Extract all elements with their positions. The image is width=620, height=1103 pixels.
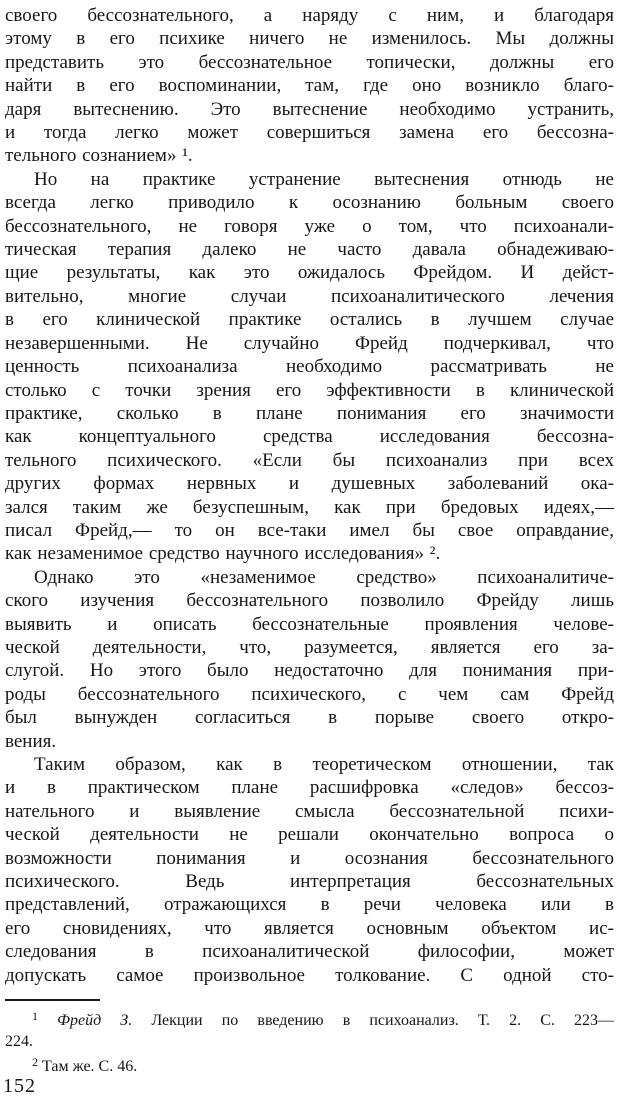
footnote-2-text: Там же. С. 46. bbox=[42, 1058, 138, 1076]
footnote-2 bbox=[5, 1052, 614, 1078]
text-line: психического. Ведь интерпретация бессознательных bbox=[5, 871, 614, 893]
text-line: вительно, многие случаи психоаналитического лечения bbox=[5, 285, 614, 307]
footnote-separator bbox=[5, 999, 100, 1001]
text-line: ского изучения бессознательного позволило Фрейду лишь bbox=[5, 590, 614, 612]
page-number: 152 bbox=[3, 1075, 36, 1097]
text-line: как концептуального средства исследования бессозна- bbox=[5, 426, 614, 448]
text-line: всегда легко приводило к осознанию больным своего bbox=[5, 192, 614, 214]
text-line: писал Фрейд,— то он все-таки имел бы свое оправдание, bbox=[5, 519, 614, 541]
text-line: возможности понимания и осознания бессознательного bbox=[5, 847, 614, 869]
text-line: ческой деятельности не решали окончательно вопроса о bbox=[5, 824, 614, 846]
text-line: щие результаты, как это ожидалось Фрейдом. И дейст- bbox=[5, 262, 614, 284]
paragraph bbox=[5, 168, 614, 566]
text-line: этому в его психике ничего не изменилось. Мы должны bbox=[5, 28, 614, 50]
text-line: его сновидениях, что является основным объектом ис- bbox=[5, 917, 614, 939]
text-line: ценность психоанализа необходимо рассматривать не bbox=[5, 356, 614, 378]
text-line: ческой деятельности, что, разумеется, является его за- bbox=[5, 636, 614, 658]
footnote-1-text: Лекции по введению в психоанализ. Т. 2. С. 223— bbox=[151, 1012, 615, 1030]
text-line: и тогда легко может совершиться замена его бессозна- bbox=[5, 122, 614, 144]
text-line: других формах нервных и душевных заболеваний ока- bbox=[5, 473, 614, 495]
text-line: тическая терапия далеко не часто давала обнадеживаю- bbox=[5, 239, 614, 261]
text-line: вения. bbox=[5, 730, 57, 752]
footnote-1-line-2: 224. bbox=[5, 1032, 33, 1050]
text-line: бессознательного, не говоря уже о том, что психоанали- bbox=[5, 215, 614, 237]
text-line: даря вытеснению. Это вытеснение необходимо устранить, bbox=[5, 98, 614, 120]
footnote-1-marker: 1 bbox=[32, 1009, 38, 1024]
footnote-1-line-1 bbox=[5, 1006, 614, 1032]
text-line: своего бессознательного, а наряду с ним, и благодаря bbox=[5, 5, 614, 26]
text-line: Однако это «незаменимое средство» психоаналитиче- bbox=[34, 566, 614, 588]
text-line: Но на практике устранение вытеснения отнюдь не bbox=[34, 168, 614, 190]
footnotes bbox=[5, 1006, 614, 1078]
text-line: столько с точки зрения его эффективности в клинической bbox=[5, 379, 614, 401]
text-line: незавершенными. Не случайно Фрейд подчеркивал, что bbox=[5, 332, 614, 354]
text-line: роды бессознательного психического, с чем сам Фрейд bbox=[5, 683, 614, 705]
text-line: допускать самое произвольное толкование. С одной сто- bbox=[5, 964, 614, 986]
text-line: нательного и выявление смысла бессознательной психи- bbox=[5, 800, 614, 822]
text-line: как незаменимое средство научного исследования» ². bbox=[5, 543, 441, 565]
paragraph bbox=[5, 4, 614, 168]
text-line: представлений, отражающихся в речи человека или в bbox=[5, 894, 614, 916]
text-line: и в практическом плане расшифровка «следов» бессоз- bbox=[5, 777, 614, 799]
paragraph bbox=[5, 753, 614, 987]
text-line: тельного психического. «Если бы психоанализ при всех bbox=[5, 449, 614, 471]
body-text bbox=[5, 4, 614, 987]
text-line: найти в его воспоминании, там, где оно возникло благо- bbox=[5, 75, 614, 97]
text-line: тельного сознанием» ¹. bbox=[5, 145, 193, 167]
text-line: был вынужден согласиться в порыве своего откро- bbox=[5, 707, 614, 729]
text-line: зался таким же безуспешным, как при бредовых идеях,— bbox=[5, 496, 614, 518]
text-line: Таким образом, как в теоретическом отношении, так bbox=[34, 754, 614, 775]
footnote-2-marker: 2 bbox=[32, 1055, 38, 1070]
footnote-1-author: Фрейд З. bbox=[57, 1012, 133, 1030]
text-line: следования в психоаналитической философии, может bbox=[5, 941, 614, 963]
text-line: слугой. Но этого было недостаточно для понимания при- bbox=[5, 660, 614, 682]
text-line: выявить и описать бессознательные проявления челове- bbox=[5, 613, 614, 635]
text-line: практике, сколько в плане понимания его значимости bbox=[5, 402, 614, 424]
paragraph bbox=[5, 566, 614, 753]
text-line: представить это бессознательное топически, должны его bbox=[5, 51, 614, 73]
text-line: в его клинической практике остались в лучшем случае bbox=[5, 309, 614, 331]
